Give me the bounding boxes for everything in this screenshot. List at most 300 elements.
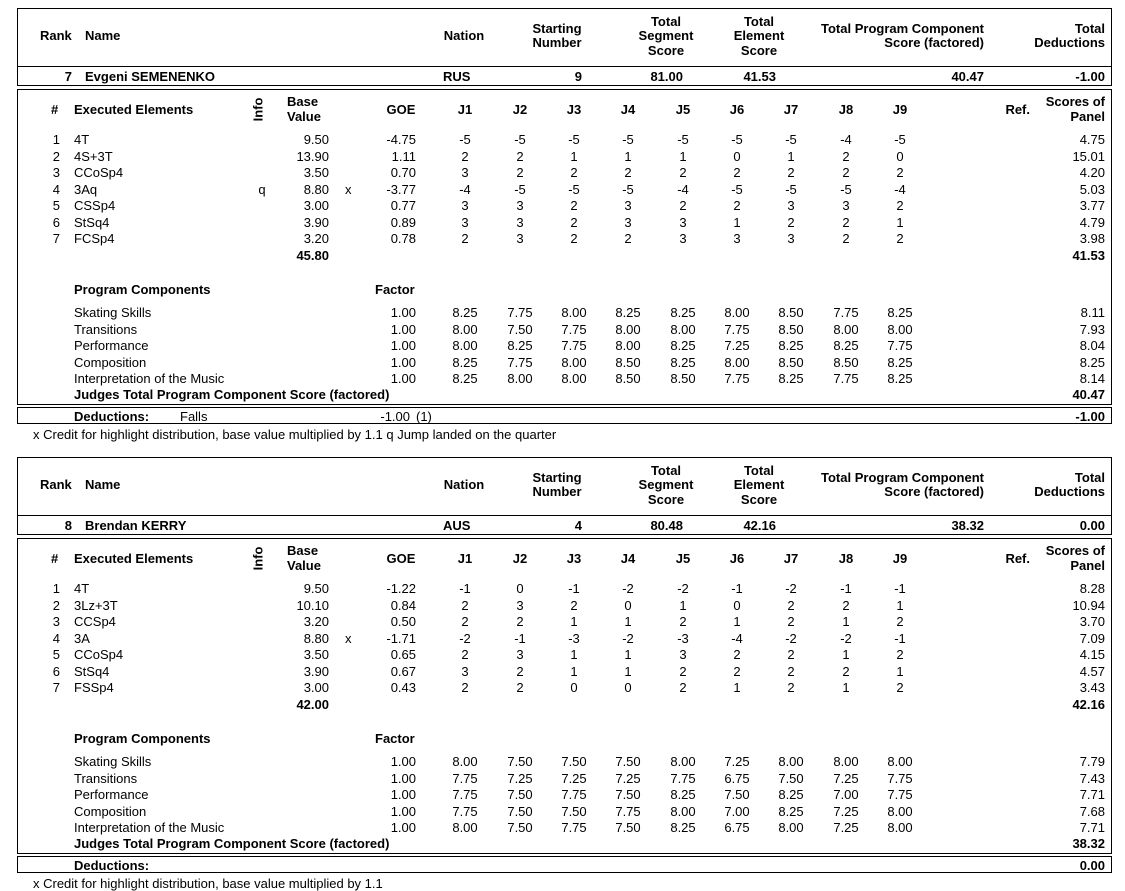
segment-score-header-l1: Total: [650, 463, 682, 478]
element-judge-score: 2: [896, 614, 904, 629]
summary-divider: [17, 515, 1112, 516]
skater-name: Evgeni SEMENENKO: [85, 69, 216, 84]
element-goe: -1.71: [386, 630, 416, 646]
element-judge-score: 2: [733, 165, 741, 180]
element-judge-score: 1: [624, 614, 632, 629]
element-judge-score: -1: [459, 581, 471, 596]
total-pcs: 40.47: [951, 69, 984, 84]
element-judge-score: -1: [568, 581, 580, 596]
element-panel-score: 3.43: [1079, 680, 1105, 695]
component-panel-score: 7.93: [1079, 321, 1105, 337]
info-header: Info: [250, 546, 266, 571]
judge-header-j1: J1: [457, 102, 473, 117]
goe-header: GOE: [386, 102, 416, 117]
element-num: 6: [52, 214, 60, 230]
component-judge-score: 8.25: [670, 820, 696, 835]
element-judge-score: 2: [679, 614, 687, 629]
deductions-label: Deductions:: [74, 858, 150, 873]
deductions-total: 0.00: [1079, 858, 1105, 873]
element-x-flag: x: [345, 630, 352, 646]
component-name: Transitions: [74, 321, 138, 337]
segment-score-header-l3: Score: [647, 43, 685, 58]
element-judge-score: 2: [570, 198, 578, 213]
component-judge-score: 6.75: [724, 770, 750, 786]
element-judge-score: 1: [624, 148, 632, 164]
element-judge-score: 3: [461, 165, 469, 180]
component-judge-score: 8.25: [778, 787, 804, 802]
element-judge-score: 2: [624, 231, 632, 246]
element-judge-score: 2: [570, 597, 578, 613]
element-judge-score: -2: [785, 581, 797, 596]
component-name: Composition: [74, 803, 147, 819]
component-judge-score: 7.75: [615, 803, 641, 819]
element-judge-score: 3: [624, 198, 632, 213]
component-panel-score: 8.14: [1079, 371, 1105, 386]
element-judge-score: 3: [787, 231, 795, 246]
component-judge-score: 7.25: [615, 770, 641, 786]
judge-header-j5: J5: [675, 551, 691, 566]
deductions-header-l1: Total: [1074, 21, 1105, 36]
judge-header-j6: J6: [729, 102, 745, 117]
component-judge-score: 7.75: [507, 354, 533, 370]
element-judge-score: 3: [516, 597, 524, 613]
component-judge-score: 7.75: [452, 770, 478, 786]
element-judge-score: 2: [461, 231, 469, 246]
element-judge-score: 2: [787, 214, 795, 230]
element-judge-score: -4: [894, 181, 906, 197]
element-num: 4: [52, 181, 60, 197]
element-judge-score: 1: [842, 614, 850, 629]
element-base-value: 3.90: [303, 663, 329, 679]
element-judge-score: 3: [679, 647, 687, 662]
element-judge-score: -5: [514, 132, 526, 147]
element-num: 7: [52, 231, 60, 246]
element-judge-score: 3: [516, 214, 524, 230]
component-judge-score: 8.00: [778, 820, 804, 835]
component-judge-score: 7.75: [561, 820, 587, 835]
element-num: 7: [52, 680, 60, 695]
element-goe: -1.22: [386, 581, 416, 596]
component-judge-score: 8.25: [452, 305, 478, 320]
element-judge-score: 2: [842, 663, 850, 679]
component-judge-score: 7.50: [507, 321, 533, 337]
element-name: StSq4: [74, 663, 110, 679]
element-goe: 0.67: [390, 663, 416, 679]
element-score-header-l2: Element: [733, 28, 785, 43]
summary-box: [17, 8, 1112, 86]
element-panel-score: 4.57: [1079, 663, 1105, 679]
element-judge-score: -1: [894, 630, 906, 646]
component-judge-score: 7.25: [833, 820, 859, 835]
element-name: 3Aq: [74, 181, 98, 197]
total-element-score: 42.16: [743, 518, 776, 533]
element-judge-score: -3: [568, 630, 580, 646]
component-judge-score: 7.75: [561, 787, 587, 802]
component-judge-score: 7.75: [887, 770, 913, 786]
component-judge-score: 8.00: [561, 354, 587, 370]
component-judge-score: 7.75: [887, 787, 913, 802]
element-num: 2: [52, 597, 60, 613]
total-pcs: 38.32: [951, 518, 984, 533]
component-name: Composition: [74, 354, 147, 370]
component-judge-score: 8.00: [670, 321, 696, 337]
element-judge-score: -2: [622, 630, 634, 646]
component-judge-score: 8.00: [507, 371, 533, 386]
element-judge-score: 2: [461, 647, 469, 662]
component-judge-score: 8.00: [833, 754, 859, 769]
skater-nation: AUS: [443, 518, 471, 533]
element-judge-score: 2: [516, 148, 524, 164]
factor-header: Factor: [375, 731, 415, 746]
component-judge-score: 7.25: [833, 770, 859, 786]
element-name: 4T: [74, 132, 90, 147]
component-judge-score: 7.25: [833, 803, 859, 819]
element-judge-score: 2: [896, 647, 904, 662]
executed-elements-header: Executed Elements: [74, 551, 194, 566]
component-judge-score: 8.00: [724, 354, 750, 370]
element-judge-score: 2: [679, 165, 687, 180]
skater-nation: RUS: [443, 69, 471, 84]
judges-total-pcs-value: 40.47: [1072, 386, 1105, 402]
element-goe: -4.75: [386, 132, 416, 147]
judge-header-j6: J6: [729, 551, 745, 566]
element-base-value: 9.50: [303, 132, 329, 147]
component-judge-score: 8.00: [887, 754, 913, 769]
component-judge-score: 8.25: [778, 803, 804, 819]
rank-header: Rank: [40, 28, 72, 43]
element-goe: 0.43: [390, 680, 416, 695]
judge-header-j8: J8: [838, 102, 854, 117]
element-panel-score: 3.70: [1079, 614, 1105, 629]
judge-header-j2: J2: [512, 551, 528, 566]
element-judge-score: 1: [896, 597, 904, 613]
pcs-header-l2: Score (factored): [884, 35, 984, 50]
starting-number-header-l2: Number: [532, 35, 582, 50]
component-judge-score: 8.50: [778, 321, 804, 337]
element-judge-score: 3: [624, 214, 632, 230]
component-panel-score: 8.25: [1079, 354, 1105, 370]
component-judge-score: 7.50: [615, 820, 641, 835]
pcs-header-l2: Score (factored): [884, 484, 984, 499]
component-judge-score: 7.75: [452, 787, 478, 802]
element-name: CCoSp4: [74, 647, 124, 662]
element-judge-score: 2: [570, 214, 578, 230]
component-judge-score: 7.75: [507, 305, 533, 320]
element-judge-score: 0: [733, 597, 741, 613]
judge-header-j9: J9: [892, 551, 908, 566]
starting-number: 4: [574, 518, 582, 533]
element-name: 4S+3T: [74, 148, 113, 164]
element-panel-score: 4.15: [1079, 647, 1105, 662]
element-judge-score: 0: [733, 148, 741, 164]
element-judge-score: 3: [679, 214, 687, 230]
judges-total-pcs-value: 38.32: [1072, 835, 1105, 851]
component-panel-score: 7.68: [1079, 803, 1105, 819]
scores-of-panel-header-l1: Scores of: [1045, 94, 1105, 109]
scores-of-panel-header-l2: Panel: [1070, 109, 1105, 124]
component-judge-score: 8.00: [833, 321, 859, 337]
element-base-value: 10.10: [296, 597, 329, 613]
program-components-header: Program Components: [74, 731, 211, 746]
element-judge-score: 1: [733, 214, 741, 230]
element-info: q: [258, 181, 266, 197]
component-judge-score: 7.75: [887, 338, 913, 353]
component-name: Performance: [74, 338, 149, 353]
judge-header-j3: J3: [566, 551, 582, 566]
element-panel-score: 15.01: [1072, 148, 1105, 164]
component-judge-score: 7.00: [833, 787, 859, 802]
deductions-label: Deductions:: [74, 409, 150, 424]
element-judge-score: 2: [896, 198, 904, 213]
element-goe: 0.70: [390, 165, 416, 180]
deductions-header-l2: Deductions: [1034, 35, 1105, 50]
element-judge-score: -5: [514, 181, 526, 197]
component-judge-score: 8.00: [452, 338, 478, 353]
element-base-value: 13.90: [296, 148, 329, 164]
footnote: x Credit for highlight distribution, base value multiplied by 1.1 q Jump landed on the quarter: [33, 427, 557, 442]
element-num: 3: [52, 614, 60, 629]
rank-header: Rank: [40, 477, 72, 492]
element-goe: 0.65: [390, 647, 416, 662]
deduction-type: Falls: [180, 409, 208, 424]
component-judge-score: 6.75: [724, 820, 750, 835]
element-panel-score: 7.09: [1079, 630, 1105, 646]
deductions-header-l2: Deductions: [1034, 484, 1105, 499]
element-judge-score: 1: [842, 647, 850, 662]
deduction-count: (1): [416, 409, 432, 424]
element-judge-score: 1: [679, 597, 687, 613]
total-deductions: -1.00: [1075, 69, 1105, 84]
element-judge-score: -3: [677, 630, 689, 646]
element-judge-score: -5: [894, 132, 906, 147]
base-value-header-l1: Base: [287, 543, 319, 558]
element-judge-score: -1: [514, 630, 526, 646]
component-judge-score: 8.00: [778, 754, 804, 769]
element-base-value: 3.20: [303, 231, 329, 246]
element-panel-score: 4.79: [1079, 214, 1105, 230]
base-value-total: 42.00: [296, 696, 329, 712]
element-judge-score: 1: [733, 680, 741, 695]
num-header: #: [51, 102, 59, 117]
info-header: Info: [250, 97, 266, 122]
element-base-value: 8.80: [303, 630, 329, 646]
component-judge-score: 7.50: [507, 803, 533, 819]
component-judge-score: 8.00: [724, 305, 750, 320]
element-goe: 0.84: [390, 597, 416, 613]
component-judge-score: 7.75: [452, 803, 478, 819]
element-name: CCSp4: [74, 614, 116, 629]
element-judge-score: 2: [787, 647, 795, 662]
element-judge-score: 3: [461, 198, 469, 213]
element-panel-score: 10.94: [1072, 597, 1105, 613]
judge-header-j4: J4: [620, 551, 636, 566]
element-judge-score: 1: [570, 647, 578, 662]
deductions-total: -1.00: [1075, 409, 1105, 424]
element-judge-score: -5: [731, 132, 743, 147]
element-judge-score: -1: [894, 581, 906, 596]
element-judge-score: -5: [459, 132, 471, 147]
component-name: Performance: [74, 787, 149, 802]
total-segment-score: 80.48: [650, 518, 683, 533]
ref-header: Ref.: [1005, 102, 1030, 117]
element-base-value: 3.90: [303, 214, 329, 230]
program-components-header: Program Components: [74, 282, 211, 297]
element-judge-score: 1: [842, 680, 850, 695]
component-judge-score: 7.75: [561, 321, 587, 337]
element-judge-score: -5: [622, 181, 634, 197]
component-judge-score: 8.25: [887, 371, 913, 386]
element-goe: 0.50: [390, 614, 416, 629]
element-goe: -3.77: [386, 181, 416, 197]
component-judge-score: 7.50: [615, 787, 641, 802]
elements-total: 42.16: [1072, 696, 1105, 712]
element-num: 1: [52, 581, 60, 596]
component-factor: 1.00: [390, 338, 416, 353]
element-num: 3: [52, 165, 60, 180]
element-judge-score: 2: [624, 165, 632, 180]
element-base-value: 3.00: [303, 198, 329, 213]
element-judge-score: 0: [896, 148, 904, 164]
component-judge-score: 7.50: [507, 787, 533, 802]
component-judge-score: 7.75: [833, 305, 859, 320]
element-judge-score: 2: [842, 214, 850, 230]
nation-header: Nation: [443, 477, 485, 492]
element-judge-score: -2: [677, 581, 689, 596]
element-goe: 0.77: [390, 198, 416, 213]
scores-of-panel-header-l1: Scores of: [1045, 543, 1105, 558]
element-judge-score: 2: [461, 614, 469, 629]
element-judge-score: 2: [842, 148, 850, 164]
element-judge-score: 3: [516, 198, 524, 213]
component-judge-score: 7.75: [561, 338, 587, 353]
component-judge-score: 8.00: [452, 754, 478, 769]
element-judge-score: -4: [731, 630, 743, 646]
element-judge-score: 3: [461, 663, 469, 679]
starting-number: 9: [574, 69, 582, 84]
element-judge-score: 2: [570, 231, 578, 246]
element-goe: 1.11: [391, 148, 416, 164]
judge-header-j7: J7: [783, 102, 799, 117]
component-judge-score: 8.50: [778, 354, 804, 370]
component-judge-score: 7.50: [507, 754, 533, 769]
component-factor: 1.00: [390, 803, 416, 819]
elements-total: 41.53: [1072, 247, 1105, 263]
element-judge-score: -5: [568, 132, 580, 147]
component-name: Transitions: [74, 770, 138, 786]
element-judge-score: 2: [516, 165, 524, 180]
component-judge-score: 8.00: [615, 321, 641, 337]
element-judge-score: 1: [733, 614, 741, 629]
element-judge-score: 2: [516, 614, 524, 629]
segment-score-header-l1: Total: [650, 14, 682, 29]
component-judge-score: 7.50: [561, 803, 587, 819]
component-name: Skating Skills: [74, 754, 152, 769]
element-score-header-l1: Total: [743, 463, 775, 478]
element-judge-score: -4: [840, 132, 852, 147]
executed-elements-header: Executed Elements: [74, 102, 194, 117]
element-judge-score: -5: [840, 181, 852, 197]
element-base-value: 9.50: [303, 581, 329, 596]
element-judge-score: 3: [679, 231, 687, 246]
element-judge-score: -5: [568, 181, 580, 197]
component-judge-score: 8.25: [507, 338, 533, 353]
pcs-header-l1: Total Program Component: [821, 470, 984, 485]
element-judge-score: -1: [840, 581, 852, 596]
element-judge-score: 0: [570, 680, 578, 695]
component-panel-score: 7.71: [1079, 787, 1105, 802]
component-judge-score: 7.50: [778, 770, 804, 786]
element-judge-score: -5: [677, 132, 689, 147]
element-judge-score: 3: [733, 231, 741, 246]
footnote: x Credit for highlight distribution, base value multiplied by 1.1: [33, 876, 383, 891]
component-judge-score: 8.50: [778, 305, 804, 320]
element-judge-score: 2: [787, 680, 795, 695]
component-judge-score: 8.25: [670, 787, 696, 802]
component-factor: 1.00: [390, 354, 416, 370]
component-name: Interpretation of the Music: [74, 371, 225, 386]
component-judge-score: 8.25: [615, 305, 641, 320]
base-value-header-l1: Base: [287, 94, 319, 109]
component-judge-score: 7.50: [615, 754, 641, 769]
component-factor: 1.00: [390, 305, 416, 320]
element-name: 3A: [74, 630, 90, 646]
segment-score-header-l2: Segment: [638, 477, 694, 492]
component-judge-score: 8.00: [452, 820, 478, 835]
element-name: FCSp4: [74, 231, 115, 246]
element-panel-score: 5.03: [1079, 181, 1105, 197]
element-judge-score: 2: [842, 165, 850, 180]
base-value-total: 45.80: [296, 247, 329, 263]
element-num: 4: [52, 630, 60, 646]
component-judge-score: 7.50: [561, 754, 587, 769]
element-num: 1: [52, 132, 60, 147]
element-judge-score: 0: [516, 581, 524, 596]
skater-rank: 7: [64, 69, 72, 84]
element-judge-score: 2: [679, 663, 687, 679]
element-panel-score: 4.20: [1079, 165, 1105, 180]
element-judge-score: 2: [679, 198, 687, 213]
segment-score-header-l3: Score: [647, 492, 685, 507]
element-judge-score: 3: [842, 198, 850, 213]
element-judge-score: 2: [679, 680, 687, 695]
element-base-value: 3.00: [303, 680, 329, 695]
judge-header-j4: J4: [620, 102, 636, 117]
total-deductions: 0.00: [1079, 518, 1105, 533]
skater-name: Brendan KERRY: [85, 518, 187, 533]
summary-box: [17, 457, 1112, 535]
judges-total-pcs-label: Judges Total Program Component Score (factored): [74, 386, 390, 402]
starting-number-header-l2: Number: [532, 484, 582, 499]
element-judge-score: 1: [896, 663, 904, 679]
component-judge-score: 7.00: [724, 803, 750, 819]
component-factor: 1.00: [390, 770, 416, 786]
component-judge-score: 8.25: [778, 338, 804, 353]
element-judge-score: 2: [787, 663, 795, 679]
element-judge-score: -2: [459, 630, 471, 646]
component-judge-score: 8.25: [452, 354, 478, 370]
component-judge-score: 8.00: [561, 305, 587, 320]
element-judge-score: 2: [733, 647, 741, 662]
element-judge-score: 2: [896, 231, 904, 246]
judge-header-j1: J1: [457, 551, 473, 566]
element-panel-score: 8.28: [1079, 581, 1105, 596]
component-factor: 1.00: [390, 754, 416, 769]
component-name: Skating Skills: [74, 305, 152, 320]
name-header: Name: [85, 28, 121, 43]
element-judge-score: 0: [624, 597, 632, 613]
component-panel-score: 7.43: [1079, 770, 1105, 786]
element-judge-score: -2: [622, 581, 634, 596]
